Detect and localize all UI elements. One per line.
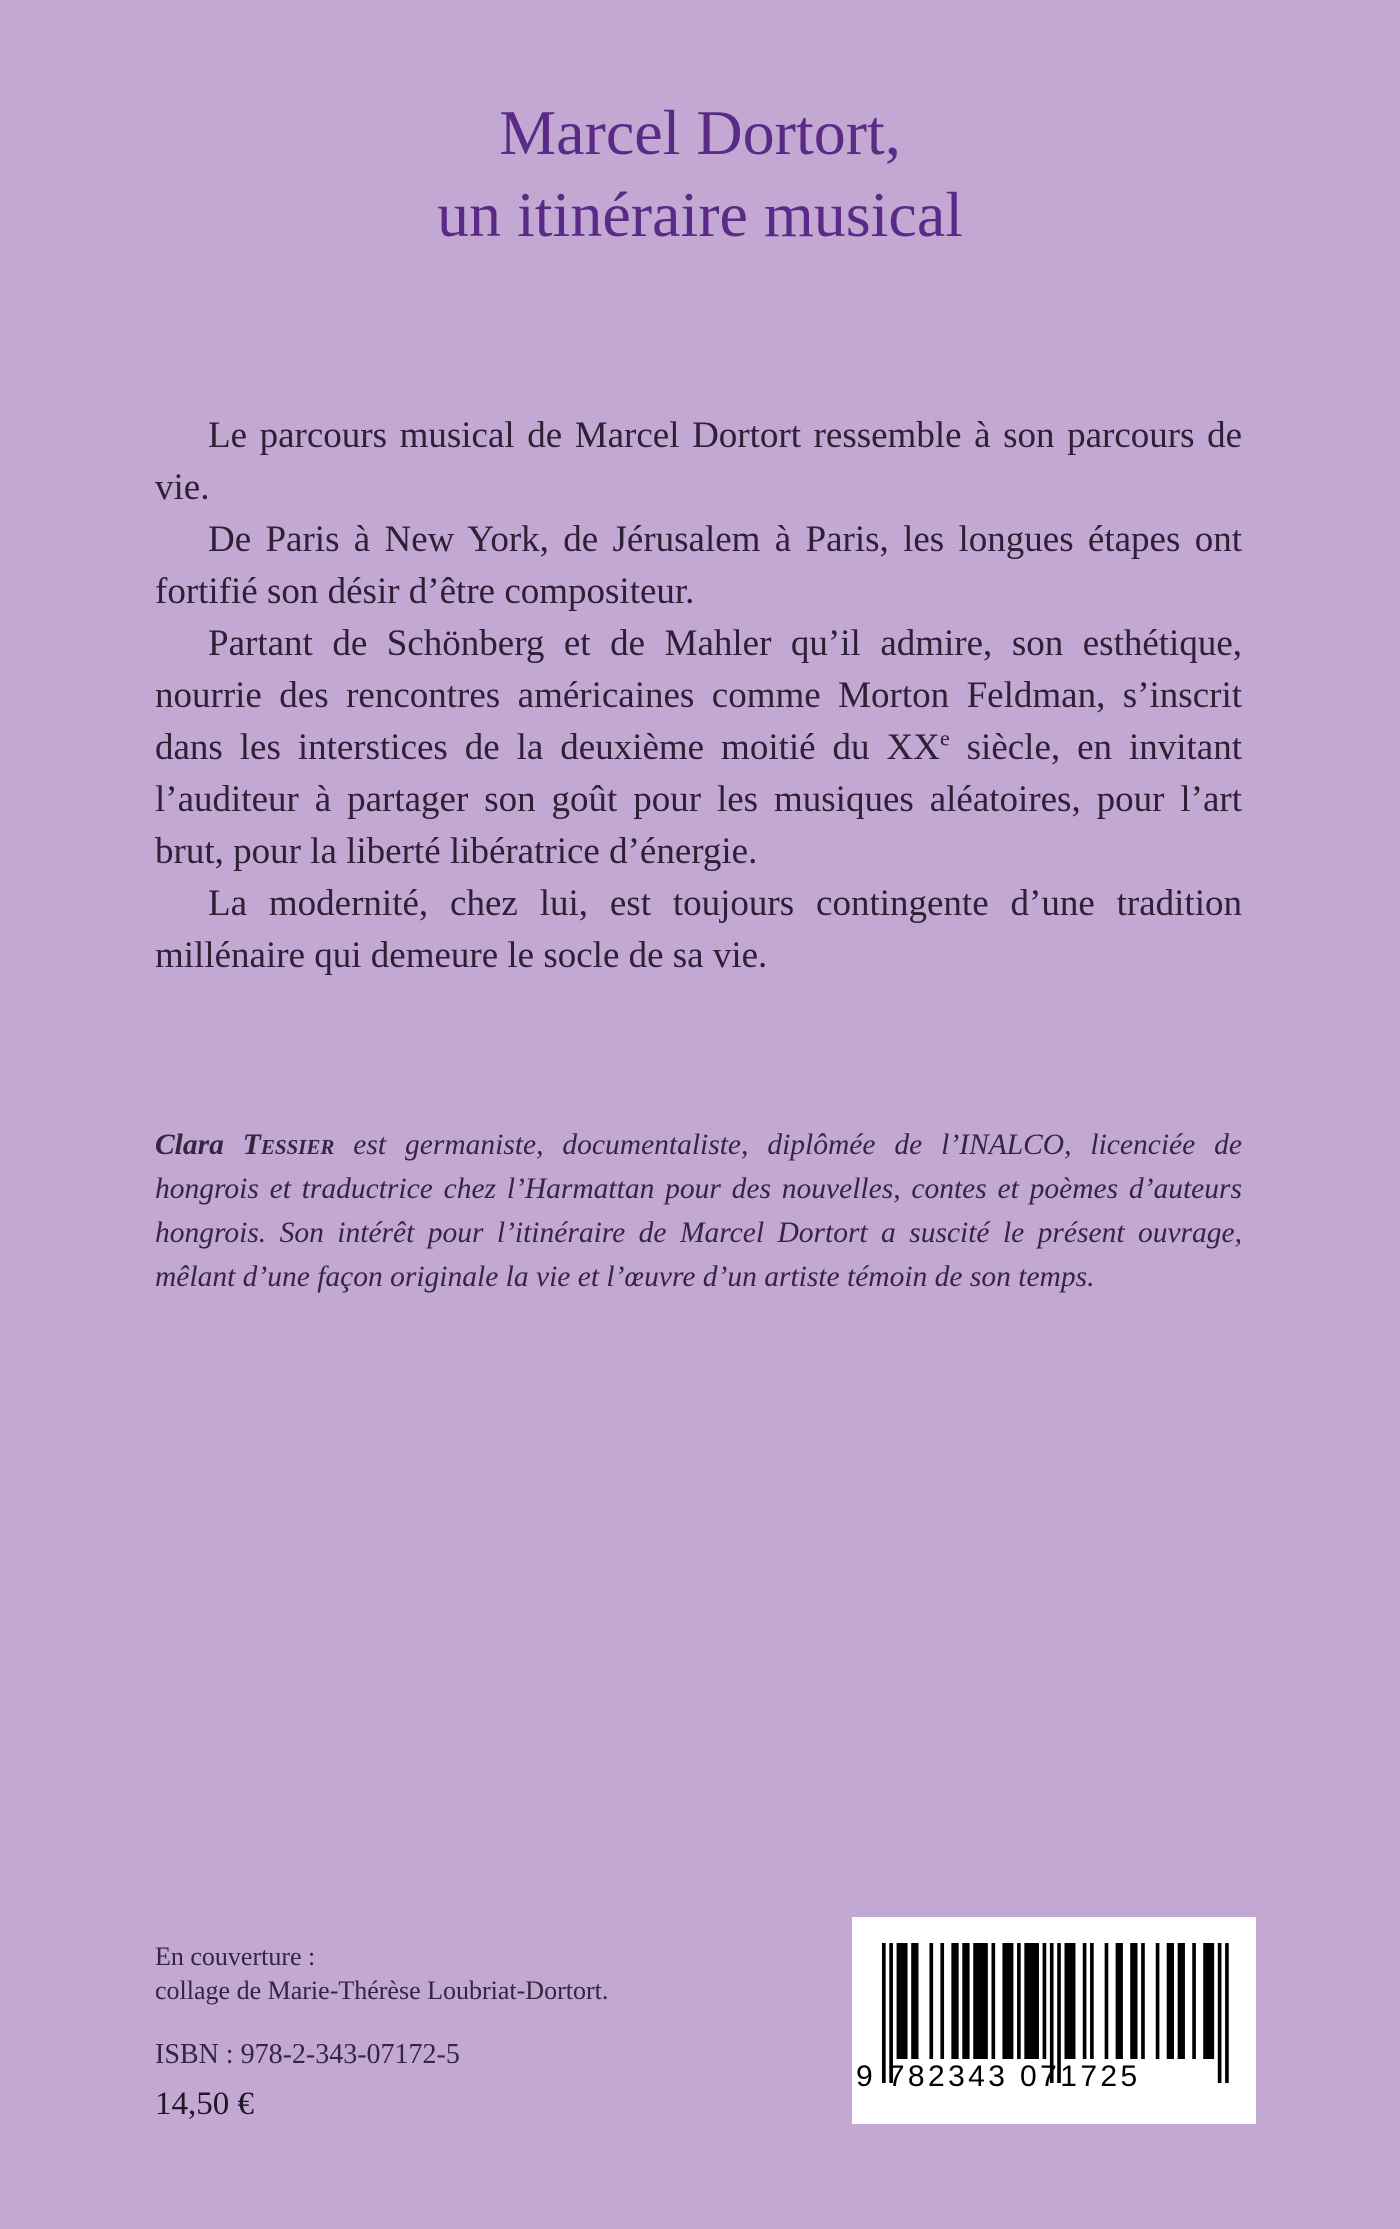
summary-paragraph-1: Le parcours musical de Marcel Dortort ressemble à son parcours de vie. [155, 415, 1242, 508]
title-line-2: un itinéraire musical [436, 179, 964, 250]
barcode-bar [1002, 1943, 1013, 2059]
barcode-bar [1043, 1943, 1047, 2059]
barcode-bar [897, 1943, 908, 2059]
barcode-bar [1156, 1943, 1160, 2059]
barcode-bar [929, 1943, 933, 2059]
barcode-digits: 9 782343 071725 [856, 2060, 1141, 2093]
book-summary [155, 410, 1242, 982]
credits-line-1: En couverture : [155, 1942, 316, 1971]
summary-p3-before: Partant de Schönberg et de Mahler qu’il admire, son esthétique, nourrie des rencontres américaines comme Morton Feldman, s’inscrit dans les interstices de la deuxième moitié du XX [155, 623, 1242, 768]
barcode-bar [1065, 1943, 1076, 2059]
barcode-bar [1017, 1943, 1021, 2059]
summary-paragraph-4: La modernité, chez lui, est toujours contingente d’une tradition millénaire qui demeure le socle de sa vie. [155, 883, 1242, 976]
isbn-number: ISBN : 978-2-343-07172-5 [155, 2039, 460, 2070]
barcode-bar [973, 1943, 988, 2059]
century-superscript: e [939, 725, 950, 751]
barcode [852, 1917, 1256, 2124]
barcode-bar [1167, 1943, 1174, 2059]
barcode-bar [992, 1943, 996, 2059]
summary-paragraph-3 [155, 618, 1242, 878]
barcode-bar [1203, 1943, 1214, 2059]
barcode-bar [1178, 1943, 1185, 2059]
summary-paragraph-2: De Paris à New York, de Jérusalem à Paris, les longues étapes ont fortifié son désir d’être compositeur. [155, 519, 1242, 612]
barcode-bar [1024, 1943, 1039, 2059]
barcode-bar [1083, 1943, 1087, 2059]
barcode-bar [1141, 1943, 1145, 2059]
barcode-bar [1116, 1943, 1123, 2059]
barcode-bar [940, 1943, 944, 2059]
author-first-name: Clara [155, 1129, 224, 1161]
barcode-bar [911, 1943, 918, 2059]
summary-p3-after: siècle, en invitant l’auditeur à partager son goût pour les musiques aléatoires, pour l’art brut, pour la liberté libératrice d’énergie. [155, 727, 1242, 872]
barcode-bar [1130, 1943, 1137, 2059]
author-bio [155, 1123, 1242, 1299]
barcode-bar [951, 1943, 958, 2059]
barcode-bar [1105, 1943, 1109, 2059]
price: 14,50 € [155, 2086, 254, 2122]
cover-credits [155, 1940, 855, 2008]
author-last-name: Tessier [242, 1129, 335, 1161]
book-title [0, 92, 1400, 256]
barcode-bar [1192, 1943, 1196, 2059]
author-bio-text: est germaniste, documentaliste, diplômée de l’INALCO, licenciée de hongrois et traductrice chez l’Harmattan pour des nouvelles, contes et poèmes d’auteurs hongrois. Son intérêt pour l’itinéraire de Marcel Dortort a suscité le présent ouvrage, mêlant d’une façon originale la vie et l’œuvre d’un artiste témoin de son temps. [155, 1129, 1243, 1293]
title-line-1: Marcel Dortort, [499, 97, 901, 168]
barcode-bar [962, 1943, 969, 2059]
credits-line-2: collage de Marie-Thérèse Loubriat-Dortort. [155, 1976, 609, 2005]
barcode-bar [1090, 1943, 1094, 2059]
